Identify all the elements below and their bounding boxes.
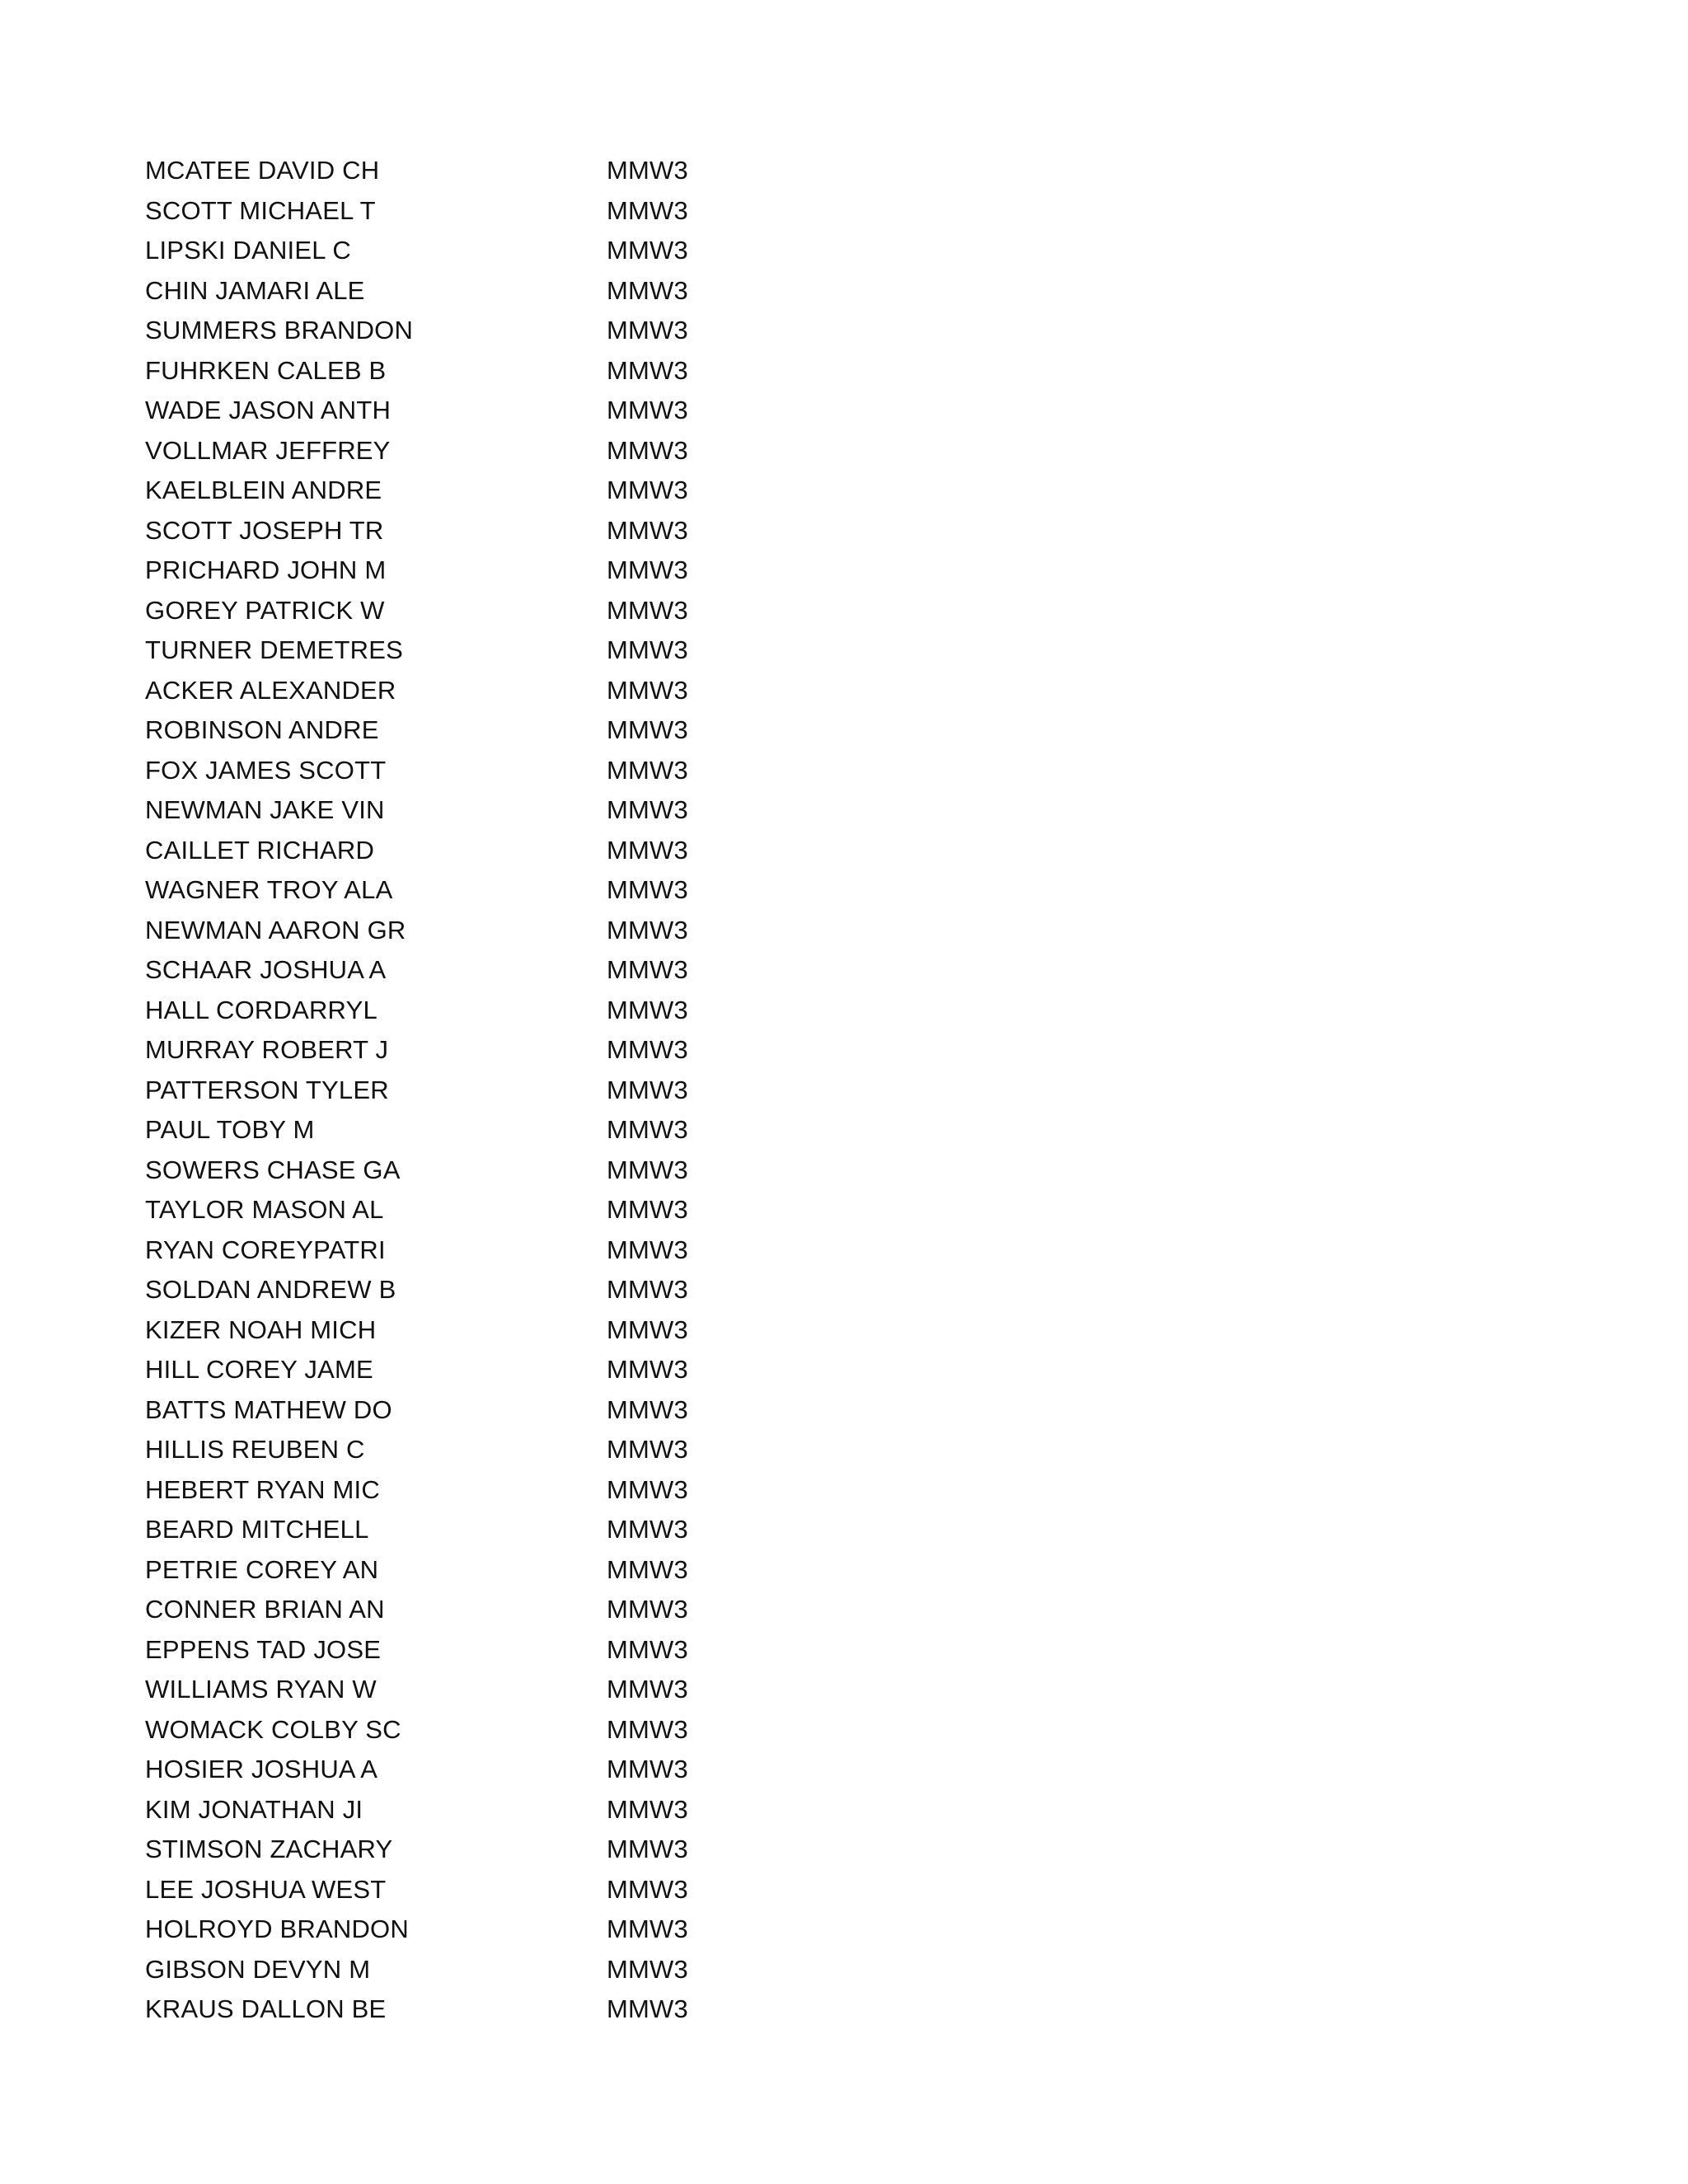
- list-item: [145, 751, 887, 791]
- person-name: HEBERT RYAN MIC: [145, 1474, 380, 1504]
- rate-code: MMW3: [607, 1755, 688, 1784]
- person-name: HILLIS REUBEN C: [145, 1435, 365, 1465]
- person-name: SUMMERS BRANDON: [145, 316, 414, 345]
- person-name: SOWERS CHASE GA: [145, 1155, 401, 1184]
- rate-code: MMW3: [607, 316, 688, 345]
- list-item: [145, 1830, 887, 1870]
- list-item: [145, 1910, 887, 1950]
- list-item: [145, 1310, 887, 1351]
- rate-code: MMW3: [607, 875, 688, 905]
- person-name: FOX JAMES SCOTT: [145, 755, 387, 785]
- list-item: [145, 710, 887, 751]
- rate-code: MMW3: [607, 435, 688, 465]
- person-name: HOSIER JOSHUA A: [145, 1755, 378, 1784]
- list-item: [145, 511, 887, 551]
- list-item: [145, 151, 887, 191]
- list-item: [145, 790, 887, 831]
- list-item: [145, 1230, 887, 1271]
- person-name: BEARD MITCHELL: [145, 1515, 369, 1544]
- list-item: [145, 1190, 887, 1230]
- person-name: BATTS MATHEW DO: [145, 1394, 392, 1424]
- person-name: SCOTT MICHAEL T: [145, 195, 376, 225]
- rate-code: MMW3: [607, 635, 688, 665]
- list-item: [145, 1870, 887, 1910]
- person-name: MURRAY ROBERT J: [145, 1035, 389, 1065]
- rate-code: MMW3: [607, 1595, 688, 1624]
- list-item: [145, 351, 887, 391]
- rate-code: MMW3: [607, 595, 688, 625]
- rate-code: MMW3: [607, 1394, 688, 1424]
- rate-code: MMW3: [607, 1994, 688, 2024]
- person-name: RYAN COREYPATRI: [145, 1235, 386, 1264]
- person-name: KIZER NOAH MICH: [145, 1315, 377, 1344]
- rate-code: MMW3: [607, 1954, 688, 1984]
- person-name: GOREY PATRICK W: [145, 595, 385, 625]
- rate-code: MMW3: [607, 795, 688, 825]
- rate-code: MMW3: [607, 1714, 688, 1744]
- rate-code: MMW3: [607, 1315, 688, 1344]
- rate-code: MMW3: [607, 1035, 688, 1065]
- person-name: WADE JASON ANTH: [145, 396, 392, 425]
- list-item: [145, 1071, 887, 1111]
- person-name: EPPENS TAD JOSE: [145, 1634, 382, 1664]
- rate-code: MMW3: [607, 476, 688, 505]
- rate-code: MMW3: [607, 715, 688, 745]
- rate-code: MMW3: [607, 275, 688, 305]
- person-name: PAUL TOBY M: [145, 1115, 315, 1145]
- list-item: [145, 1110, 887, 1151]
- list-item: [145, 1790, 887, 1830]
- list-item: [145, 191, 887, 232]
- list-item: [145, 231, 887, 271]
- person-name: VOLLMAR JEFFREY: [145, 435, 391, 465]
- list-item: [145, 831, 887, 871]
- person-name: HALL CORDARRYL: [145, 995, 377, 1024]
- list-item: [145, 1950, 887, 1990]
- rate-code: MMW3: [607, 675, 688, 705]
- list-item: [145, 1390, 887, 1431]
- rate-code: MMW3: [607, 1474, 688, 1504]
- list-item: [145, 1630, 887, 1671]
- rate-code: MMW3: [607, 835, 688, 865]
- roster-list: [145, 151, 887, 2030]
- person-name: PRICHARD JOHN M: [145, 555, 387, 585]
- list-item: [145, 1470, 887, 1511]
- rate-code: MMW3: [607, 1075, 688, 1104]
- rate-code: MMW3: [607, 995, 688, 1024]
- person-name: KRAUS DALLON BE: [145, 1994, 387, 2024]
- list-item: [145, 1510, 887, 1550]
- list-item: [145, 431, 887, 471]
- rate-code: MMW3: [607, 195, 688, 225]
- person-name: MCATEE DAVID CH: [145, 156, 380, 185]
- person-name: TURNER DEMETRES: [145, 635, 404, 665]
- rate-code: MMW3: [607, 1835, 688, 1864]
- list-item: [145, 1270, 887, 1310]
- person-name: KAELBLEIN ANDRE: [145, 476, 382, 505]
- rate-code: MMW3: [607, 555, 688, 585]
- rate-code: MMW3: [607, 1275, 688, 1305]
- person-name: SOLDAN ANDREW B: [145, 1275, 396, 1305]
- person-name: TAYLOR MASON AL: [145, 1195, 384, 1225]
- person-name: STIMSON ZACHARY: [145, 1835, 393, 1864]
- list-item: [145, 1750, 887, 1790]
- rate-code: MMW3: [607, 755, 688, 785]
- person-name: PETRIE COREY AN: [145, 1554, 379, 1584]
- list-item: [145, 551, 887, 591]
- list-item: [145, 1350, 887, 1390]
- rate-code: MMW3: [607, 1155, 688, 1184]
- person-name: CHIN JAMARI ALE: [145, 275, 365, 305]
- person-name: CONNER BRIAN AN: [145, 1595, 385, 1624]
- rate-code: MMW3: [607, 1355, 688, 1385]
- list-item: [145, 1151, 887, 1191]
- rate-code: MMW3: [607, 1874, 688, 1904]
- person-name: WOMACK COLBY SC: [145, 1714, 401, 1744]
- person-name: SCOTT JOSEPH TR: [145, 515, 384, 545]
- person-name: HOLROYD BRANDON: [145, 1915, 409, 1944]
- person-name: LEE JOSHUA WEST: [145, 1874, 387, 1904]
- list-item: [145, 671, 887, 711]
- list-item: [145, 471, 887, 511]
- rate-code: MMW3: [607, 1794, 688, 1824]
- rate-code: MMW3: [607, 1195, 688, 1225]
- list-item: [145, 1030, 887, 1071]
- person-name: ROBINSON ANDRE: [145, 715, 379, 745]
- person-name: GIBSON DEVYN M: [145, 1954, 371, 1984]
- rate-code: MMW3: [607, 236, 688, 265]
- rate-code: MMW3: [607, 1235, 688, 1264]
- list-item: [145, 870, 887, 911]
- person-name: SCHAAR JOSHUA A: [145, 955, 387, 985]
- rate-code: MMW3: [607, 1435, 688, 1465]
- list-item: [145, 591, 887, 631]
- rate-code: MMW3: [607, 1115, 688, 1145]
- person-name: ACKER ALEXANDER: [145, 675, 396, 705]
- person-name: HILL COREY JAME: [145, 1355, 373, 1385]
- person-name: FUHRKEN CALEB B: [145, 355, 387, 385]
- list-item: [145, 1590, 887, 1630]
- rate-code: MMW3: [607, 915, 688, 944]
- rate-code: MMW3: [607, 1515, 688, 1544]
- rate-code: MMW3: [607, 156, 688, 185]
- rate-code: MMW3: [607, 355, 688, 385]
- rate-code: MMW3: [607, 1915, 688, 1944]
- list-item: [145, 1550, 887, 1591]
- list-item: [145, 1990, 887, 2030]
- list-item: [145, 911, 887, 951]
- list-item: [145, 271, 887, 312]
- list-item: [145, 1710, 887, 1750]
- list-item: [145, 991, 887, 1031]
- list-item: [145, 391, 887, 431]
- person-name: CAILLET RICHARD: [145, 835, 375, 865]
- rate-code: MMW3: [607, 1634, 688, 1664]
- list-item: [145, 1670, 887, 1710]
- rate-code: MMW3: [607, 1675, 688, 1704]
- person-name: KIM JONATHAN JI: [145, 1794, 363, 1824]
- rate-code: MMW3: [607, 955, 688, 985]
- person-name: PATTERSON TYLER: [145, 1075, 389, 1104]
- person-name: WILLIAMS RYAN W: [145, 1675, 377, 1704]
- person-name: LIPSKI DANIEL C: [145, 236, 351, 265]
- person-name: NEWMAN AARON GR: [145, 915, 406, 944]
- list-item: [145, 950, 887, 991]
- list-item: [145, 630, 887, 671]
- rate-code: MMW3: [607, 396, 688, 425]
- person-name: NEWMAN JAKE VIN: [145, 795, 385, 825]
- rate-code: MMW3: [607, 1554, 688, 1584]
- list-item: [145, 311, 887, 351]
- person-name: WAGNER TROY ALA: [145, 875, 393, 905]
- rate-code: MMW3: [607, 515, 688, 545]
- list-item: [145, 1430, 887, 1470]
